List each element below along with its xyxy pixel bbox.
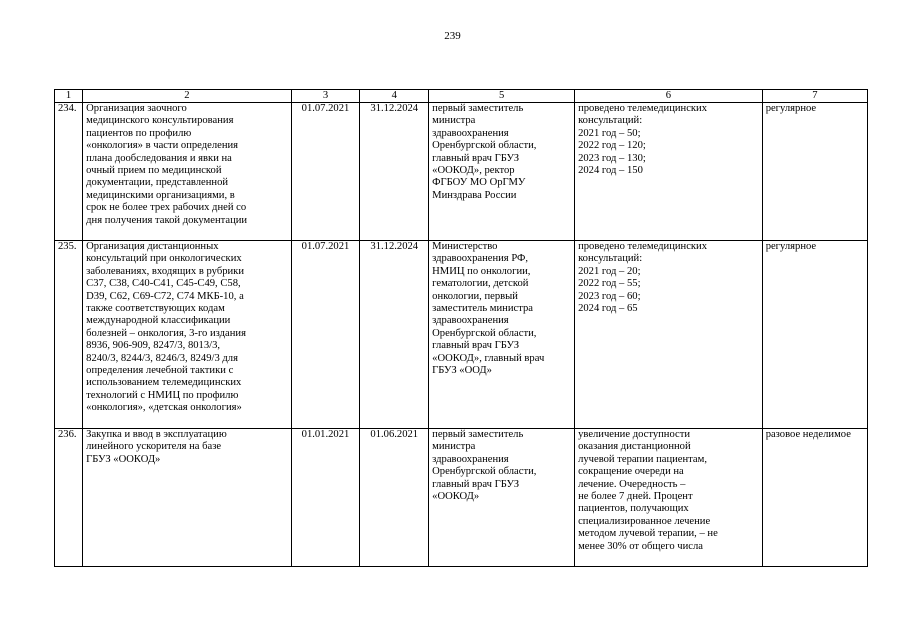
text-line: «онкология», «детская онкология» xyxy=(86,402,242,414)
text-line: Организация заочного xyxy=(86,103,187,114)
text-line: использованием телемедицинских xyxy=(86,377,242,389)
text-line: болезней – онкология, 3-го издания xyxy=(86,327,246,339)
text-line: дня получения такой документации xyxy=(86,214,248,226)
text-line: главный врач ГБУЗ xyxy=(432,478,520,490)
row-number: 236. xyxy=(55,429,83,567)
measure-name xyxy=(83,429,291,567)
text-line: плана дообследования и явки на xyxy=(86,152,232,164)
text-line: менее 30% от общего числа xyxy=(578,540,703,552)
indicator xyxy=(575,241,763,429)
text-line: здравоохранения xyxy=(432,453,509,465)
event-type: регулярное xyxy=(762,103,867,241)
text-line: методом лучевой терапии, – не xyxy=(578,528,718,540)
text-line: онкологии, первый xyxy=(432,290,518,302)
text-line: также соответствующих кодам xyxy=(86,303,225,315)
responsible xyxy=(429,103,575,241)
text-line: консультаций: xyxy=(578,115,643,127)
text-line: первый заместитель xyxy=(432,429,524,440)
text-line: 2024 год – 150 xyxy=(578,165,643,177)
text-line: медицинскими организациями, в xyxy=(86,189,235,201)
table-row xyxy=(55,241,868,429)
text-line: пациентов по профилю xyxy=(86,127,192,139)
measure-name xyxy=(83,241,291,429)
text-line: проведено телемедицинских xyxy=(578,241,708,252)
text-line: министра xyxy=(432,115,476,127)
indicator xyxy=(575,103,763,241)
text-line: оказания дистанционной xyxy=(578,441,691,453)
event-type: регулярное xyxy=(762,241,867,429)
text-line: Организация дистанционных xyxy=(86,241,219,252)
text-line: пациентов, получающих xyxy=(578,503,689,515)
text-line: 2024 год – 65 xyxy=(578,303,638,315)
indicator xyxy=(575,429,763,567)
text-line: «ООКОД» xyxy=(432,491,480,503)
text-line: здравоохранения xyxy=(432,315,509,327)
event-type: разовое неделимое xyxy=(762,429,867,567)
text-line: «ООКОД», ректор xyxy=(432,165,515,177)
text-line: первый заместитель xyxy=(432,103,524,114)
text-line: главный врач ГБУЗ xyxy=(432,152,520,164)
text-line: 2021 год – 20; xyxy=(578,265,641,277)
text-line: 8936, 906-909, 8247/3, 8013/3, xyxy=(86,340,221,352)
text-line: НМИЦ по онкологии, xyxy=(432,265,531,277)
page-number: 239 xyxy=(444,30,461,42)
text-line: «ООКОД», главный врач xyxy=(432,352,545,364)
text-line: Минздрава России xyxy=(432,189,517,201)
table-row xyxy=(55,429,868,567)
text-line: консультаций: xyxy=(578,253,643,265)
text-line: линейного ускорителя на базе xyxy=(86,441,222,453)
text-line: министра xyxy=(432,441,476,453)
table-header-row xyxy=(55,90,868,103)
text-line: С37, С38, С40-С41, С45-С49, С58, xyxy=(86,278,241,290)
text-line: заместитель министра xyxy=(432,303,533,315)
start-date: 01.07.2021 xyxy=(291,241,360,429)
text-line: увеличение доступности xyxy=(578,429,691,440)
text-line: Оренбургской области, xyxy=(432,466,537,478)
responsible xyxy=(429,429,575,567)
header-cell-5: 5 xyxy=(429,90,575,103)
text-line: консультаций при онкологических xyxy=(86,253,242,265)
text-line: D39, С62, С69-С72, С74 МКБ-10, а xyxy=(86,290,244,302)
text-line: срок не более трех рабочих дней со xyxy=(86,202,247,214)
text-line: 2023 год – 60; xyxy=(578,290,641,302)
start-date: 01.07.2021 xyxy=(291,103,360,241)
text-line: ГБУЗ «ООКОД» xyxy=(86,453,161,465)
text-line: здравоохранения xyxy=(432,127,509,139)
text-line: 2022 год – 120; xyxy=(578,140,646,152)
text-line: лучевой терапии пациентам, xyxy=(578,453,707,465)
text-line: очный прием по медицинской xyxy=(86,165,222,177)
responsible xyxy=(429,241,575,429)
header-cell-3: 3 xyxy=(291,90,360,103)
text-line: Оренбургской области, xyxy=(432,327,537,339)
text-line: здравоохранения РФ, xyxy=(432,253,529,265)
text-line: «онкология» в части определения xyxy=(86,140,239,152)
table-row xyxy=(55,103,868,241)
end-date: 31.12.2024 xyxy=(360,103,429,241)
text-line: ГБУЗ «ООД» xyxy=(432,365,492,377)
start-date: 01.01.2021 xyxy=(291,429,360,567)
header-cell-1: 1 xyxy=(55,90,83,103)
text-line: ФГБОУ МО ОрГМУ xyxy=(432,177,526,189)
header-cell-6: 6 xyxy=(575,90,763,103)
text-line: Закупка и ввод в эксплуатацию xyxy=(86,429,227,440)
text-line: технологий с НМИЦ по профилю xyxy=(86,389,239,401)
text-line: проведено телемедицинских xyxy=(578,103,708,114)
end-date: 01.06.2021 xyxy=(360,429,429,567)
text-line: 2023 год – 130; xyxy=(578,152,646,164)
text-line: Оренбургской области, xyxy=(432,140,537,152)
measures-table xyxy=(54,89,868,567)
text-line: 2021 год – 50; xyxy=(578,127,641,139)
text-line: лечение. Очередность – xyxy=(578,478,686,490)
text-line: сокращение очереди на xyxy=(578,466,684,478)
row-number: 235. xyxy=(55,241,83,429)
text-line: определения лечебной тактики с xyxy=(86,365,234,377)
text-line: Министерство xyxy=(432,241,498,252)
text-line: международной классификации xyxy=(86,315,231,327)
header-cell-4: 4 xyxy=(360,90,429,103)
text-line: заболеваниях, входящих в рубрики xyxy=(86,265,244,277)
header-cell-2: 2 xyxy=(83,90,291,103)
text-line: гематологии, детской xyxy=(432,278,529,290)
text-line: главный врач ГБУЗ xyxy=(432,340,520,352)
measure-name xyxy=(83,103,291,241)
text-line: документации, представленной xyxy=(86,177,229,189)
header-cell-7: 7 xyxy=(762,90,867,103)
text-line: специализированное лечение xyxy=(578,515,711,527)
text-line: 2022 год – 55; xyxy=(578,278,641,290)
row-number: 234. xyxy=(55,103,83,241)
text-line: 8240/3, 8244/3, 8246/3, 8249/3 для xyxy=(86,352,238,364)
end-date: 31.12.2024 xyxy=(360,241,429,429)
text-line: не более 7 дней. Процент xyxy=(578,491,693,503)
text-line: медицинского консультирования xyxy=(86,115,234,127)
